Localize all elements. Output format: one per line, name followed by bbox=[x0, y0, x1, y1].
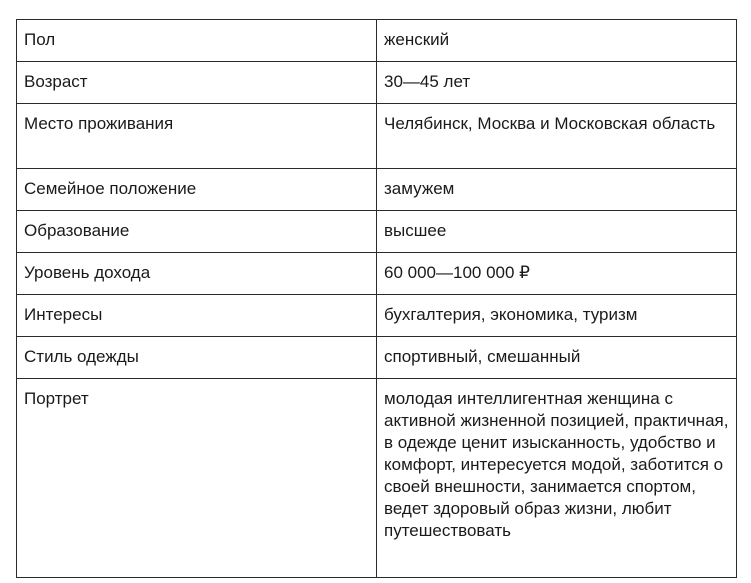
table-row-marital-status bbox=[17, 169, 737, 211]
table-row-education bbox=[17, 211, 737, 253]
table-row-income bbox=[17, 253, 737, 295]
row-value: спортивный, смешанный bbox=[377, 337, 737, 379]
row-label: Семейное положение bbox=[17, 169, 377, 211]
row-label: Стиль одежды bbox=[17, 337, 377, 379]
row-value: бухгалтерия, экономика, туризм bbox=[377, 295, 737, 337]
table-row-residence bbox=[17, 104, 737, 169]
row-value: Челябинск, Москва и Московская область bbox=[377, 104, 737, 169]
table-row-age bbox=[17, 62, 737, 104]
row-value: молодая интеллигентная женщина с активной жизненной позицией, практичная, в одежде ценит изысканность, удобство и комфорт, интересуется модой, заботится о своей внешности, занимается спортом, ведет здоровый образ жизни, любит путешествовать bbox=[377, 379, 737, 578]
table-row-portrait bbox=[17, 379, 737, 578]
table-row-gender bbox=[17, 20, 737, 62]
row-value: высшее bbox=[377, 211, 737, 253]
row-value: замужем bbox=[377, 169, 737, 211]
row-label: Интересы bbox=[17, 295, 377, 337]
table-row-interests bbox=[17, 295, 737, 337]
row-label: Возраст bbox=[17, 62, 377, 104]
row-label: Портрет bbox=[17, 379, 377, 578]
row-label: Образование bbox=[17, 211, 377, 253]
table-row-clothing-style bbox=[17, 337, 737, 379]
row-value: 60 000—100 000 ₽ bbox=[377, 253, 737, 295]
row-value: 30—45 лет bbox=[377, 62, 737, 104]
target-audience-profile-table bbox=[16, 19, 737, 578]
row-label: Пол bbox=[17, 20, 377, 62]
row-label: Место проживания bbox=[17, 104, 377, 169]
row-label: Уровень дохода bbox=[17, 253, 377, 295]
row-value: женский bbox=[377, 20, 737, 62]
